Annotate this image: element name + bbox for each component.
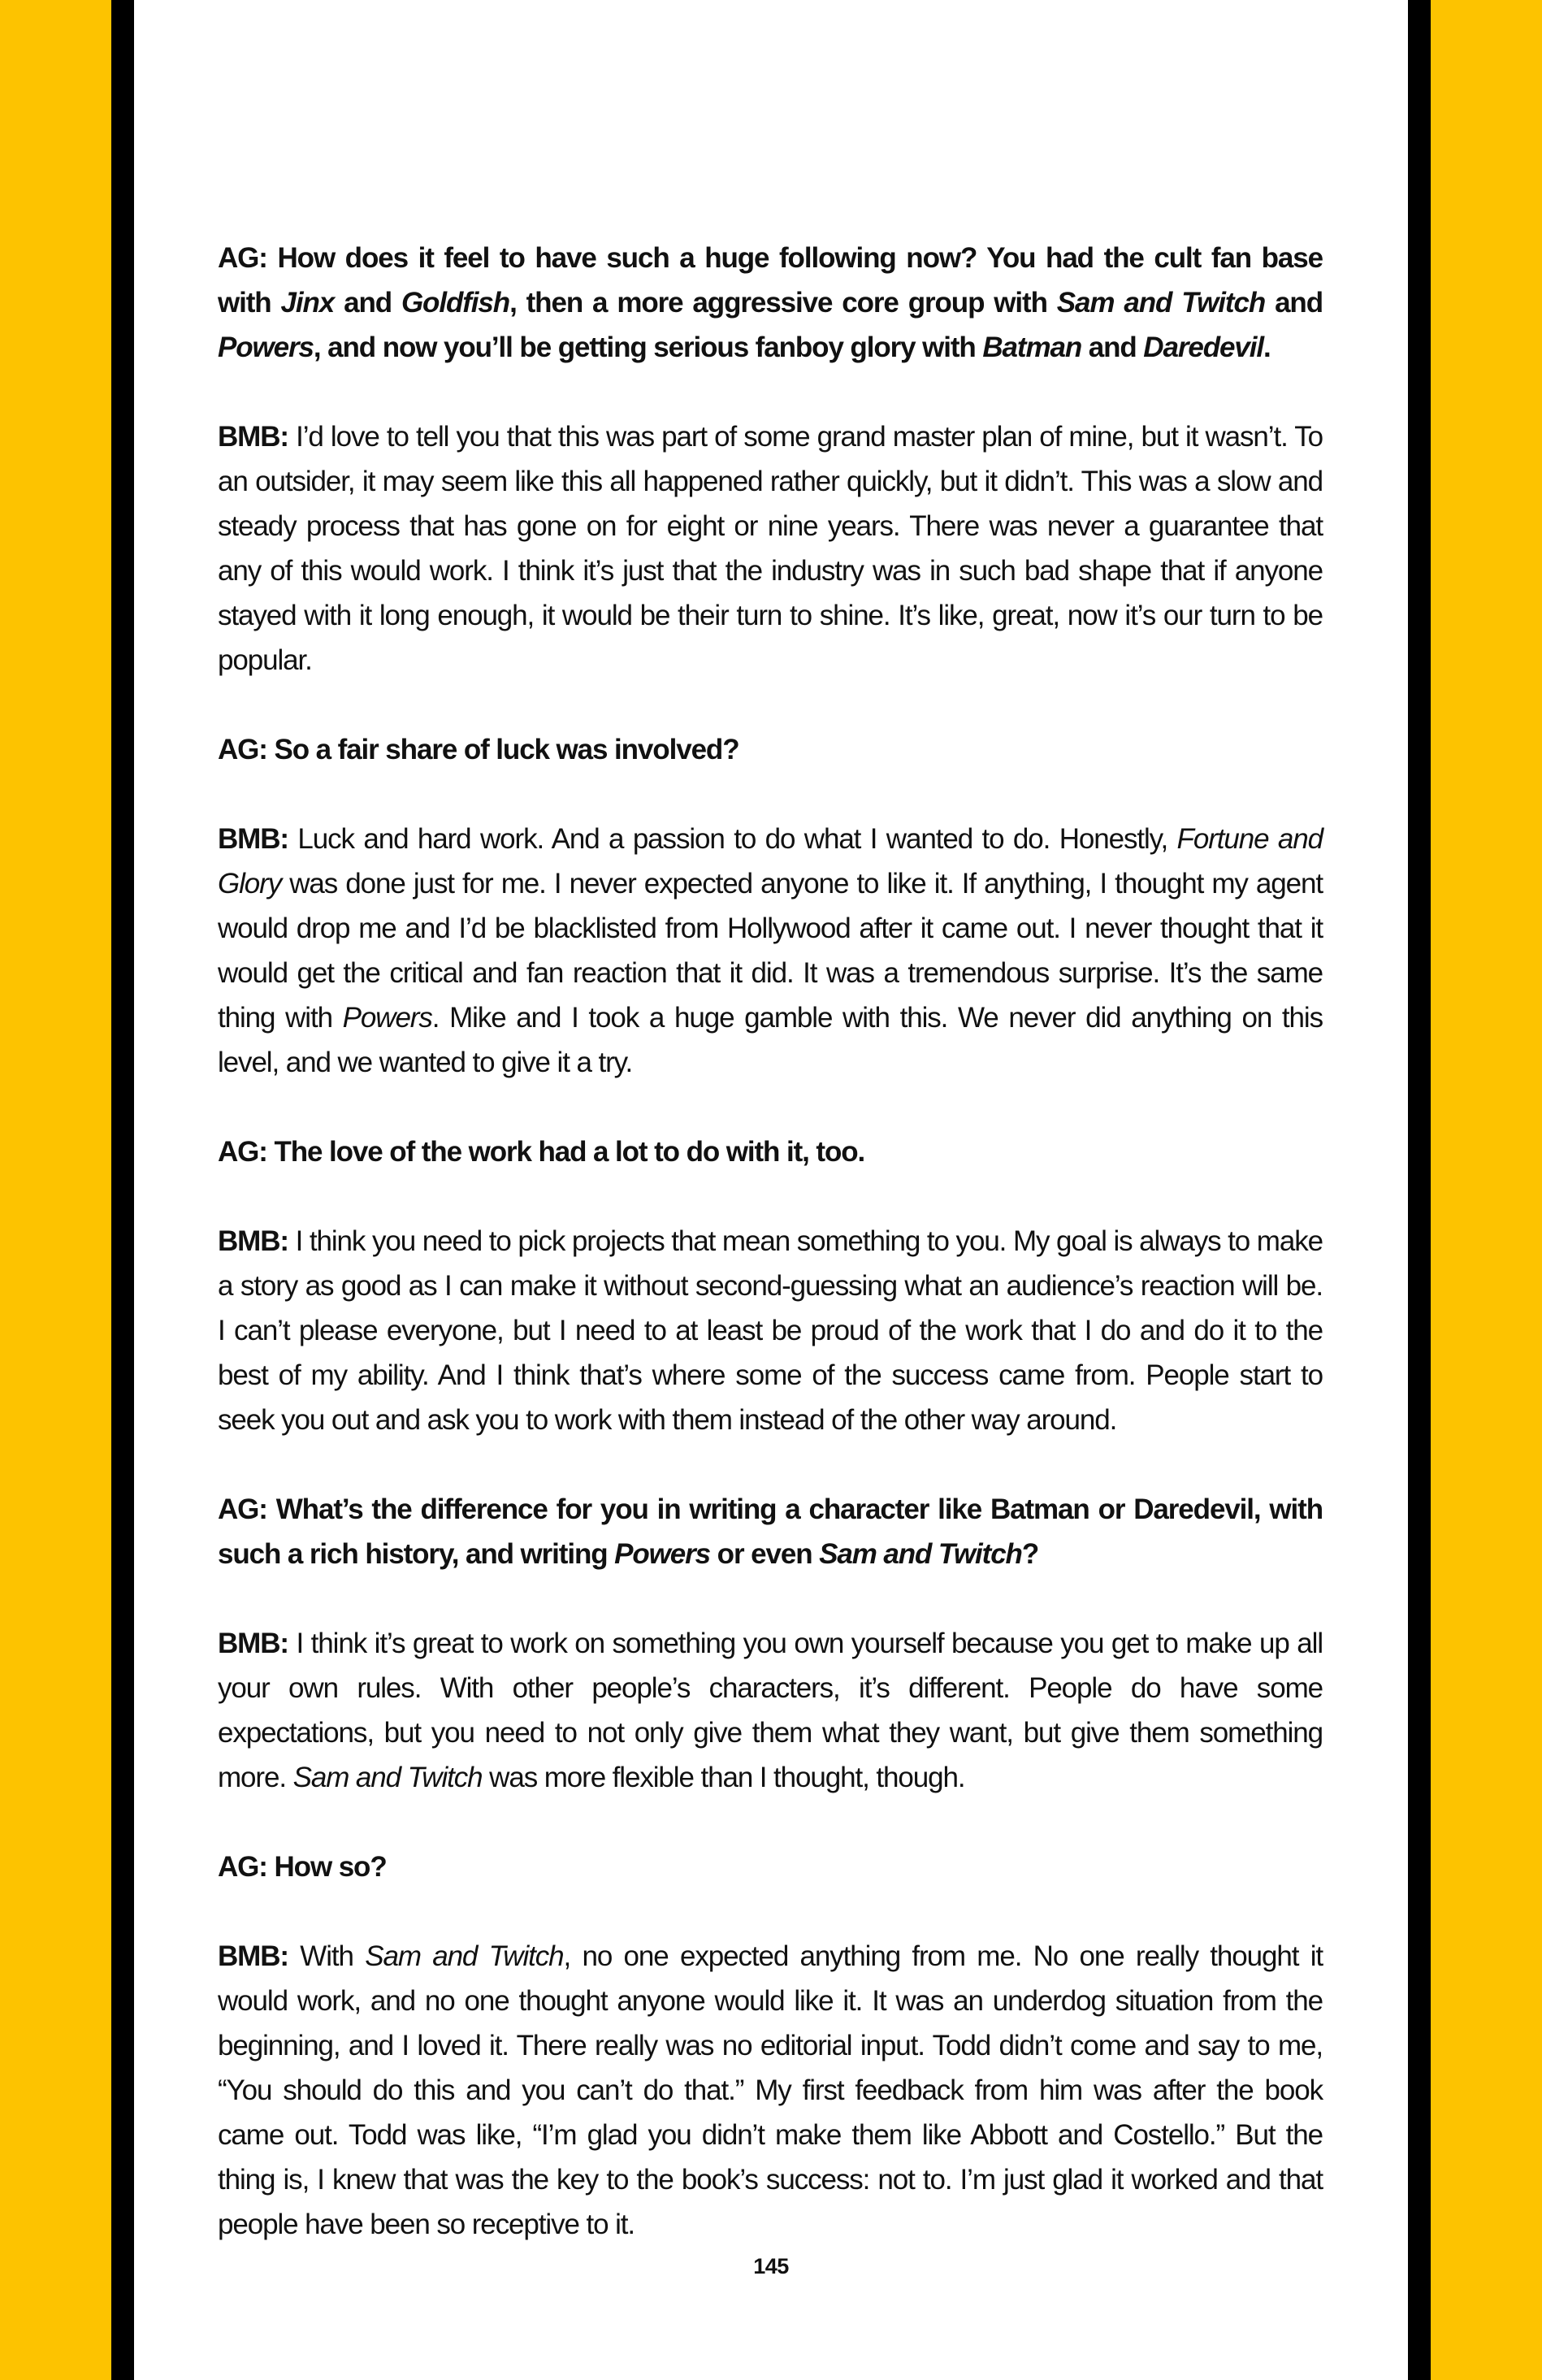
ag-question: [218, 1487, 1323, 1576]
text-segment: How does it feel to have such a huge following now? You had the cult fan base with: [218, 242, 1323, 319]
page-number: 145: [753, 2254, 789, 2278]
speaker-label-ag: AG:: [218, 1851, 267, 1883]
text-segment: Luck and hard work. And a passion to do what I wanted to do. Honestly,: [297, 823, 1177, 855]
title-italic: Daredevil: [1143, 332, 1263, 363]
title-italic: Fortune and Glory: [218, 823, 1323, 900]
text-segment: With: [300, 1940, 366, 1972]
title-italic: Sam and Twitch: [365, 1940, 564, 1972]
ag-question: [218, 727, 1323, 772]
text-segment: was more flexible than I thought, though.: [482, 1762, 965, 1793]
ag-question: [218, 1845, 1323, 1889]
right-border-bar: [1408, 0, 1431, 2380]
title-italic: Sam and Twitch: [1056, 287, 1266, 319]
title-italic: Jinx: [280, 287, 335, 319]
ag-question: [218, 236, 1323, 370]
text-segment: How so?: [274, 1851, 387, 1883]
left-border-bar: [111, 0, 134, 2380]
bmb-answer: [218, 414, 1323, 683]
text-segment: was done just for me. I never expected anyone to like it. If anything, I thought my agent would drop me and I’d be blacklisted from Hollywood after it came out. I never thought that it would get the critical and fan reaction that it did. It was a tremendous surprise. It’s the same thing with: [218, 868, 1323, 1034]
book-page: [134, 0, 1408, 2380]
text-segment: and: [1081, 332, 1144, 363]
text-segment: The love of the work had a lot to do with it, too.: [274, 1136, 865, 1168]
ag-question: [218, 1129, 1323, 1174]
title-italic: Powers: [218, 332, 314, 363]
speaker-label-bmb: BMB:: [218, 1225, 288, 1257]
speaker-label-bmb: BMB:: [218, 1628, 288, 1659]
text-segment: , then a more aggressive core group with: [509, 287, 1057, 319]
text-segment: So a fair share of luck was involved?: [274, 734, 739, 765]
text-segment: and: [1265, 287, 1323, 319]
text-segment: , no one expected anything from me. No one really thought it would work, and no one thought anyone would like it. It was an underdog situation from the beginning, and I loved it. There really was no editorial input. Todd didn’t come and say to me, “You should do this and you can’t do that.” My first feedback from him was after the book came out. Todd was like, “I’m glad you didn’t make them like Abbott and Costello.” But the thing is, I knew that was the key to the book’s success: not to. I’m just glad it worked and that people have been so receptive to it.: [218, 1940, 1323, 2240]
text-segment: and: [334, 287, 401, 319]
bmb-answer: [218, 1219, 1323, 1442]
bmb-answer: [218, 1621, 1323, 1800]
text-segment: I think you need to pick projects that mean something to you. My goal is always to make a story as good as I can make it without second-guessing what an audience’s reaction will be. I can’t please everyone, but I need to at least be proud of the work that I do and do it to the best of my ability. And I think that’s where some of the success came from. People start to seek you out and ask you to work with them instead of the other way around.: [218, 1225, 1323, 1436]
text-segment: I think it’s great to work on something you own yourself because you get to make up all your own rules. With other people’s characters, it’s different. People do have some expectations, but you need to not only give them what they want, but give them something more.: [218, 1628, 1323, 1793]
interview-text: [218, 236, 1323, 2291]
title-italic: Batman: [982, 332, 1082, 363]
text-segment: ?: [1021, 1538, 1039, 1570]
title-italic: Goldfish: [401, 287, 510, 319]
text-segment: .: [1263, 332, 1271, 363]
speaker-label-ag: AG:: [218, 1136, 267, 1168]
speaker-label-ag: AG:: [218, 242, 267, 274]
speaker-label-bmb: BMB:: [218, 421, 288, 453]
title-italic: Powers: [342, 1002, 432, 1034]
title-italic: Sam and Twitch: [292, 1762, 483, 1793]
title-italic: Powers: [614, 1538, 711, 1570]
speaker-label-bmb: BMB:: [218, 1940, 288, 1972]
text-segment: , and now you’ll be getting serious fanboy glory with: [313, 332, 983, 363]
speaker-label-ag: AG:: [218, 734, 267, 765]
bmb-answer: [218, 1934, 1323, 2247]
bmb-answer: [218, 817, 1323, 1085]
speaker-label-bmb: BMB:: [218, 823, 288, 855]
text-segment: or even: [710, 1538, 820, 1570]
speaker-label-ag: AG:: [218, 1493, 267, 1525]
title-italic: Sam and Twitch: [819, 1538, 1022, 1570]
text-segment: I’d love to tell you that this was part of some grand master plan of mine, but it wasn’t. To an outsider, it may seem like this all happened rather quickly, but it didn’t. This was a slow and steady process that has gone on for eight or nine years. There was never a guarantee that any of this would work. I think it’s just that the industry was in such bad shape that if anyone stayed with it long enough, it would be their turn to shine. It’s like, great, now it’s our turn to be popular.: [218, 421, 1323, 676]
text-segment: What’s the difference for you in writing a character like Batman or Daredevil, with such a rich history, and writing: [218, 1493, 1323, 1570]
text-segment: . Mike and I took a huge gamble with this. We never did anything on this level, and we wanted to give it a try.: [218, 1002, 1323, 1078]
